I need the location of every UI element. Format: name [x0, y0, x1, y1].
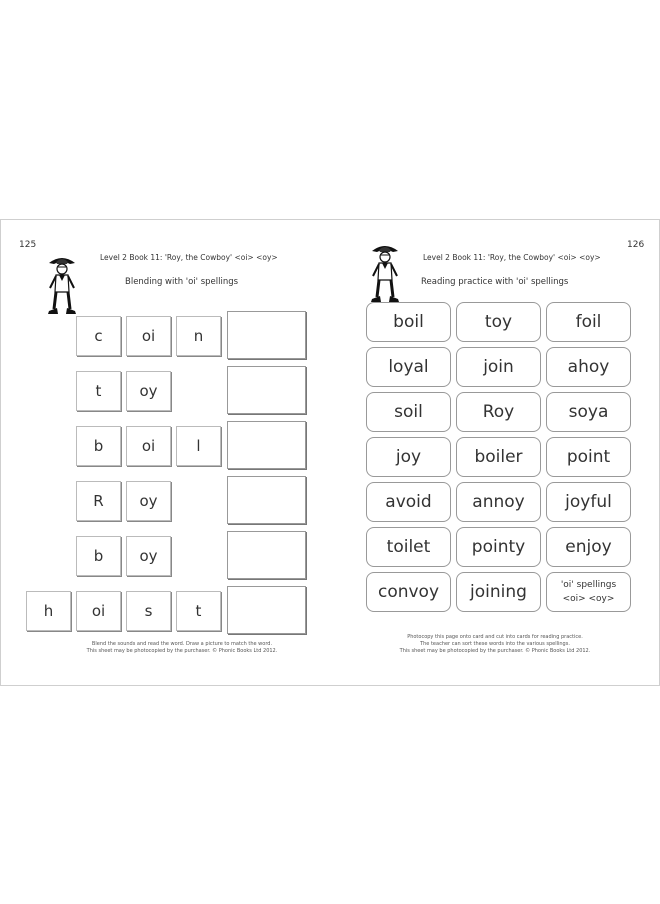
picture-box[interactable]	[227, 531, 306, 579]
right-page	[330, 220, 659, 685]
footer-right	[370, 634, 620, 655]
footer-line: This sheet may be photocopied by the purchaser. © Phonic Books Ltd 2012.	[86, 648, 278, 654]
page-header-right: Level 2 Book 11: 'Roy, the Cowboy' <oi> <oy>	[423, 253, 601, 262]
spellings-note-card	[546, 572, 631, 612]
word-card: boil	[366, 302, 451, 342]
word-card: boiler	[456, 437, 541, 477]
page-number-right: 126	[627, 240, 645, 250]
picture-box[interactable]	[227, 476, 306, 524]
footer-line: The teacher can sort these words into the various spellings.	[420, 641, 570, 647]
sound-cell: n	[176, 316, 221, 356]
sound-cell: l	[176, 426, 221, 466]
sound-cell: h	[26, 591, 71, 631]
footer-line: This sheet may be photocopied by the purchaser. © Phonic Books Ltd 2012.	[399, 648, 591, 654]
word-card: annoy	[456, 482, 541, 522]
note-line: <oi> <oy>	[562, 594, 615, 604]
word-card: joy	[366, 437, 451, 477]
picture-box[interactable]	[227, 366, 306, 414]
word-card: joining	[456, 572, 541, 612]
word-card: pointy	[456, 527, 541, 567]
page-subtitle-left: Blending with 'oi' spellings	[125, 277, 239, 287]
word-card: foil	[546, 302, 631, 342]
sound-cell: b	[76, 426, 121, 466]
sound-cell: t	[176, 591, 221, 631]
word-card: join	[456, 347, 541, 387]
cowboy-icon	[370, 242, 400, 308]
sound-cell: oy	[126, 536, 171, 576]
word-card: ahoy	[546, 347, 631, 387]
word-card: Roy	[456, 392, 541, 432]
sound-cell: s	[126, 591, 171, 631]
word-card: enjoy	[546, 527, 631, 567]
page-subtitle-right: Reading practice with 'oi' spellings	[421, 277, 569, 287]
sound-cell: R	[76, 481, 121, 521]
picture-box[interactable]	[227, 311, 306, 359]
word-card: point	[546, 437, 631, 477]
sound-cell: c	[76, 316, 121, 356]
sound-cell: oy	[126, 481, 171, 521]
sound-cell: oi	[126, 316, 171, 356]
footer-left	[57, 641, 307, 655]
word-card: avoid	[366, 482, 451, 522]
left-page	[1, 220, 330, 685]
word-card: soya	[546, 392, 631, 432]
word-card: convoy	[366, 572, 451, 612]
word-card: toilet	[366, 527, 451, 567]
picture-box[interactable]	[227, 586, 306, 634]
word-card: toy	[456, 302, 541, 342]
sound-cell: t	[76, 371, 121, 411]
cowboy-icon	[47, 254, 77, 320]
page-header-left: Level 2 Book 11: 'Roy, the Cowboy' <oi> <oy>	[100, 253, 278, 262]
word-card: loyal	[366, 347, 451, 387]
footer-line: Photocopy this page onto card and cut into cards for reading practice.	[407, 634, 583, 640]
word-card: joyful	[546, 482, 631, 522]
picture-box[interactable]	[227, 421, 306, 469]
footer-line: Blend the sounds and read the word. Draw a picture to match the word.	[91, 641, 273, 647]
sound-cell: b	[76, 536, 121, 576]
note-line: 'oi' spellings	[560, 580, 617, 590]
word-card: soil	[366, 392, 451, 432]
sound-cell: oi	[126, 426, 171, 466]
sound-cell: oy	[126, 371, 171, 411]
sound-cell: oi	[76, 591, 121, 631]
book-spread	[0, 219, 660, 686]
page-number-left: 125	[19, 240, 37, 250]
